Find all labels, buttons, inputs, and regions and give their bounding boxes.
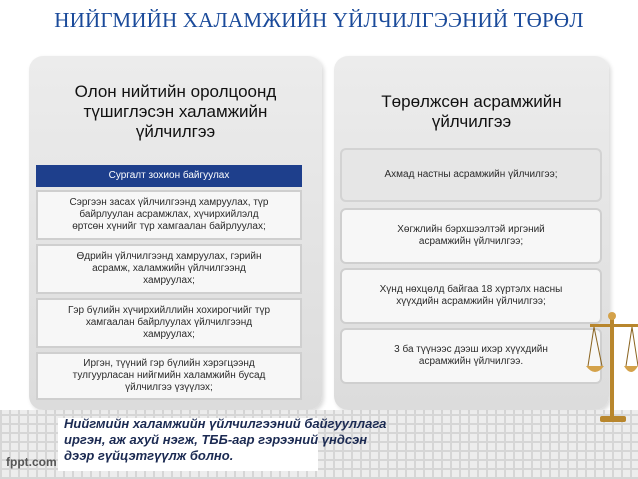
left-item	[36, 352, 302, 400]
left-item-line: тулгуурласан нийгмийн халамжийн бусад	[72, 370, 266, 381]
left-title-line: үйлчилгээ	[135, 122, 216, 141]
left-item-line: өртсөн хүнийг түр хамгаалан байрлуулах;	[72, 221, 266, 232]
left-title-line: түшиглэсэн халамжийн	[83, 102, 268, 121]
right-item-line: Хөгжлийн бэрхшээлтэй иргэний	[397, 224, 545, 235]
left-item	[36, 244, 302, 294]
footer-line: иргэн, аж ахуй нэгж, ТББ-аар гэрээний үндсэн	[64, 432, 368, 447]
left-item	[36, 190, 302, 240]
right-item-line: Ахмад настны асрамжийн үйлчилгээ;	[384, 169, 558, 180]
watermark: fppt.com	[6, 455, 57, 469]
left-card-title	[29, 82, 322, 142]
right-item	[340, 328, 602, 384]
left-title-line: Олон нийтийн оролцоонд	[74, 82, 277, 101]
footer-line: Нийгмийн халамжийн үйлчилгээний байгууллага	[64, 416, 387, 431]
right-item-line: асрамжийн үйлчилгээ;	[418, 236, 524, 247]
left-item-line: хамруулах;	[143, 275, 195, 286]
footer-line: дээр гүйцэтгүүлж болно.	[64, 448, 234, 463]
slide-title: НИЙГМИЙН ХАЛАМЖИЙН ҮЙЛЧИЛГЭЭНИЙ ТӨРӨЛ	[54, 8, 584, 32]
left-item-line: Иргэн, түүний гэр бүлийн хэрэгцээнд	[83, 358, 255, 369]
right-title-line: үйлчилгээ	[431, 112, 512, 131]
right-item-line: хүүхдийн асрамжийн үйлчилгээ;	[396, 296, 546, 307]
left-item-line: хамгаалан байрлуулах үйлчилгээнд	[85, 317, 253, 328]
right-item	[340, 268, 602, 324]
left-item-line: Өдрийн үйлчилгээнд хамруулах, гэрийн	[76, 251, 262, 262]
left-item-line: хамруулах;	[143, 329, 195, 340]
left-header-bar: Сургалт зохион байгуулах	[36, 165, 302, 187]
right-card-title	[334, 92, 609, 132]
left-item	[36, 298, 302, 348]
right-item-line: Хүнд нөхцөлд байгаа 18 хүртэлх насны	[379, 284, 563, 295]
right-item	[340, 208, 602, 264]
right-title-line: Төрөлжсөн асрамжийн	[381, 92, 562, 111]
left-item-line: Сэргээн засах үйлчилгээнд хамруулах, түр	[69, 197, 269, 208]
right-item-line: 3 ба түүнээс дээш ихэр хүүхдийн	[394, 344, 548, 355]
left-item-line: үйлчилгээ үзүүлэх;	[125, 382, 213, 393]
right-item	[340, 148, 602, 202]
left-item-line: Гэр бүлийн хүчирхийллийн хохирогчийг түр	[67, 305, 271, 316]
footer-note	[64, 416, 424, 464]
right-item-line: асрамжийн үйлчилгээ.	[418, 356, 524, 367]
balance-scale-icon	[586, 308, 638, 428]
left-item-line: байрлуулан асрамжлах, хүчирхийлэлд	[79, 209, 259, 220]
left-item-line: асрамж, халамжийн үйлчилгээнд	[92, 263, 246, 274]
